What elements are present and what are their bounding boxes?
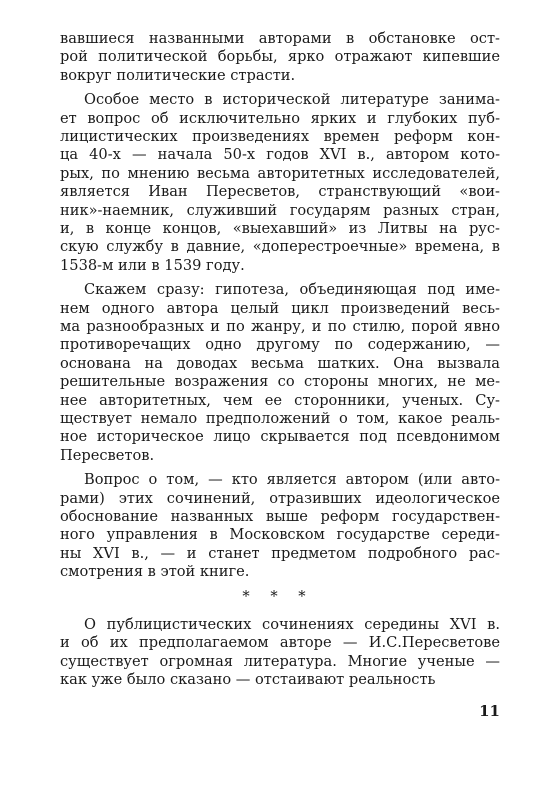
text-line: как уже было сказано — отстаивают реальность [60,671,436,689]
section-separator: * * * [242,587,314,605]
text-line: скую службу в давние, «доперестроечные» времена, в [60,238,500,256]
text-line: и, в конце концов, «выехавший» из Литвы на рус- [60,219,500,237]
text-line: лицистических произведениях времен реформ кон- [60,127,500,145]
text-line: обоснование названных выше реформ государствен- [60,507,500,525]
text-line: ца 40-х — начала 50-х годов XVI в., автором кото- [60,146,500,164]
text-line: и об их предполагаемом авторе — И.С.Пересветове [60,634,500,652]
text-line: ного управления в Московском государстве середи- [60,526,500,544]
text-line: противоречащих одно другому по содержанию, — [60,336,500,354]
page-number: 11 [479,701,500,720]
paragraph-2 [60,91,500,275]
text-line: рами) этих сочинений, отразивших идеологическое [60,489,500,507]
text-line: рых, по мнению весьма авторитетных исследователей, [60,164,500,182]
text-line: нее авторитетных, чем ее сторонники, ученых. Су- [60,391,500,409]
paragraph-4 [60,471,500,581]
text-line: ное историческое лицо скрывается под псевдонимом [60,428,500,446]
text-line: 1538-м или в 1539 году. [60,256,245,274]
paragraph-final [60,616,500,690]
text-line: решительные возражения со стороны многих, не ме- [60,373,500,391]
text-line: является Иван Пересветов, странствующий «вои- [60,183,500,201]
text-line: вавшиеся названными авторами в обстановке ост- [60,30,500,47]
text-line: ны XVI в., — и станет предметом подробного рас- [60,544,500,562]
text-line: существует огромная литература. Многие ученые — [60,652,500,670]
text-line: основана на доводах весьма шатких. Она вызвала [60,354,500,372]
text-line: рой политической борьбы, ярко отражают кипевшие [60,48,500,66]
text-line: смотрения в этой книге. [60,563,250,581]
paragraph-3 [60,281,500,465]
text-line: ществует немало предположений о том, какое реаль- [60,409,500,427]
text-line: ет вопрос об исключительно ярких и глубоких пуб- [60,109,500,127]
text-line: Скажем сразу: гипотеза, объединяющая под име- [84,281,500,299]
text-line: вокруг политические страсти. [60,66,296,84]
text-line: О публицистических сочинениях середины XVI в. [84,616,500,633]
paragraph-1 [60,30,500,85]
text-line: Пересветов. [60,446,155,464]
text-line: Особое место в исторической литературе занима- [84,91,500,109]
text-line: Вопрос о том, — кто является автором (или авто- [84,471,500,489]
text-line: ник»-наемник, служивший государям разных стран, [60,201,500,219]
text-line: ма разнообразных и по жанру, и по стилю, порой явно [60,317,500,335]
text-line: нем одного автора целый цикл произведений весь- [60,299,500,317]
